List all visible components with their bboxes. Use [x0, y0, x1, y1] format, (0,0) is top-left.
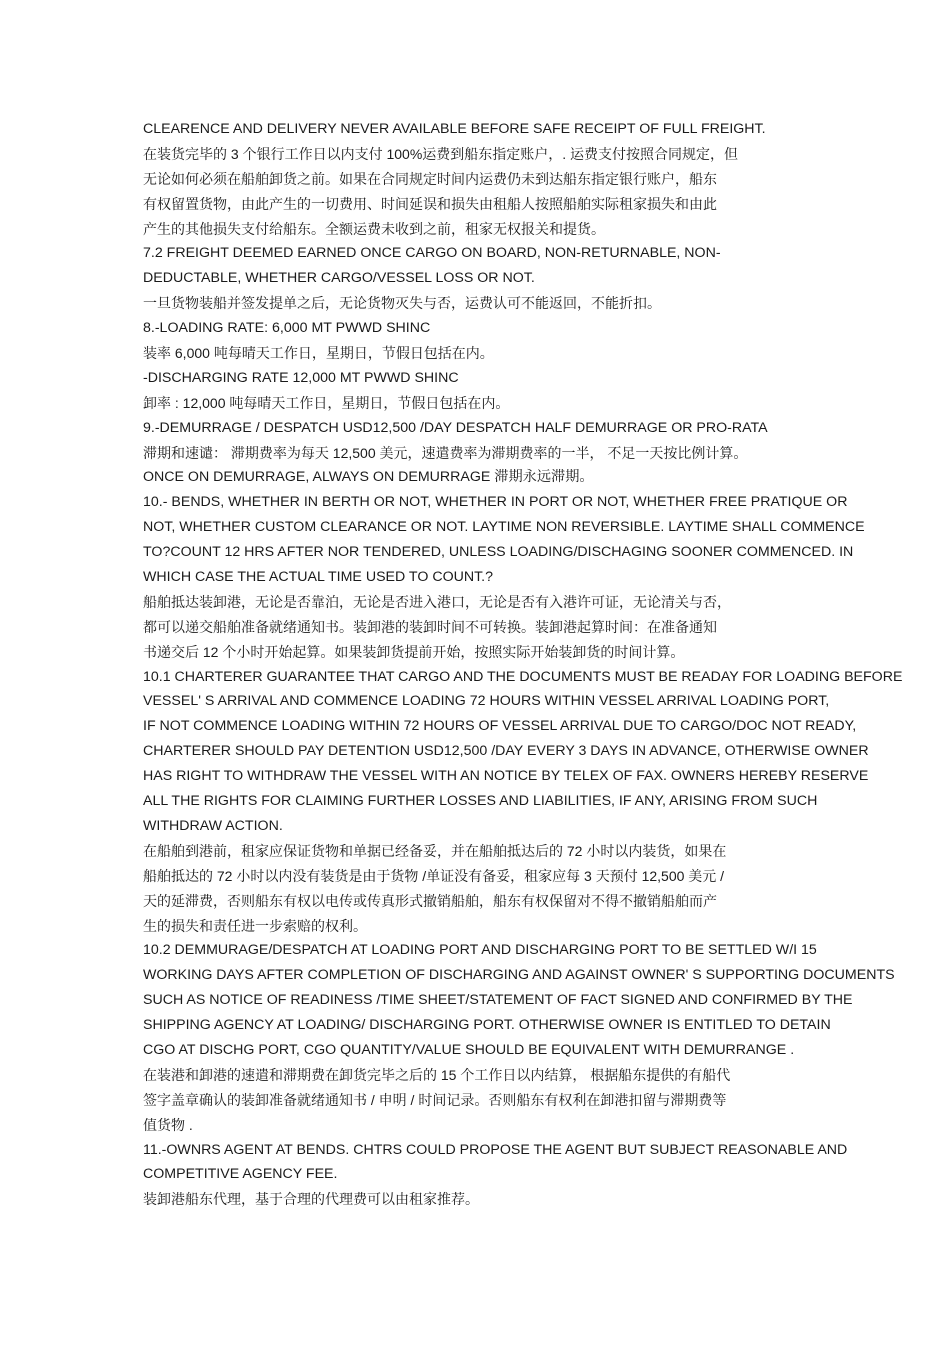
text-line: WITHDRAW ACTION. [143, 817, 283, 834]
text-line: 卸率 : 12,000 吨每晴天工作日，星期日，节假日包括在内。 [143, 394, 510, 411]
text-line: 有权留置货物，由此产生的一切费用、时间延误和损失由租船人按照船舶实际租家损失和由此 [143, 195, 717, 212]
text-line: COMPETITIVE AGENCY FEE. [143, 1166, 338, 1183]
document-body [143, 117, 913, 1212]
text-line: TO?COUNT 12 HRS AFTER NOR TENDERED, UNLESS LOADING/DISCHAGING SOONER COMMENCED. IN [143, 544, 854, 561]
text-line: ALL THE RIGHTS FOR CLAIMING FURTHER LOSSES AND LIABILITIES, IF ANY, ARISING FROM SUCH [143, 793, 818, 810]
text-line: DEDUCTABLE, WHETHER CARGO/VESSEL LOSS OR NOT. [143, 270, 535, 287]
text-line: WHICH CASE THE ACTUAL TIME USED TO COUNT.? [143, 569, 494, 586]
text-line: 装卸港船东代理，基于合理的代理费可以由租家推荐。 [143, 1191, 479, 1208]
text-line: 8.-LOADING RATE: 6,000 MT PWWD SHINC [143, 320, 431, 337]
text-line: WORKING DAYS AFTER COMPLETION OF DISCHARGING AND AGAINST OWNER' S SUPPORTING DOCUMENTS [143, 967, 895, 984]
text-line: 船舶抵达的 72 小时以内没有装货是由于货物 /单证没有备妥，租家应每 3 天预付 12,500 美元 / [143, 867, 725, 884]
text-line: 11.-OWNRS AGENT AT BENDS. CHTRS COULD PROPOSE THE AGENT BUT SUBJECT REASONABLE AND [143, 1141, 848, 1158]
text-line: VESSEL' S ARRIVAL AND COMMENCE LOADING 72 HOURS WITHIN VESSEL ARRIVAL LOADING PORT, [143, 693, 830, 710]
text-line: 签字盖章确认的装卸准备就绪通知书 / 申明 / 时间记录。否则船东有权利在卸港扣留与滞期费等 [143, 1091, 727, 1108]
text-line: 无论如何必须在船舶卸货之前。如果在合同规定时间内运费仍未到达船东指定银行账户，船东 [143, 170, 717, 187]
text-line: 9.-DEMURRAGE / DESPATCH USD12,500 /DAY DESPATCH HALF DEMURRAGE OR PRO-RATA [143, 419, 768, 436]
text-line: 滞期和速谴： 滞期费率为每天 12,500 美元，速遣费率为滞期费率的一半， 不足一天按比例计算。 [143, 444, 748, 461]
text-line: 10.1 CHARTERER GUARANTEE THAT CARGO AND THE DOCUMENTS MUST BE READAY FOR LOADING BEFORE [143, 668, 903, 685]
text-line: 10.2 DEMMURAGE/DESPATCH AT LOADING PORT AND DISCHARGING PORT TO BE SETTLED W/I 15 [143, 942, 817, 959]
text-line: -DISCHARGING RATE 12,000 MT PWWD SHINC [143, 369, 459, 386]
text-line: SHIPPING AGENCY AT LOADING/ DISCHARGING PORT. OTHERWISE OWNER IS ENTITLED TO DETAIN [143, 1017, 831, 1034]
text-line: 都可以递交船舶准备就绪通知书。装卸港的装卸时间不可转换。装卸港起算时间：在准备通知 [143, 618, 717, 635]
text-line: CGO AT DISCHG PORT, CGO QUANTITY/VALUE SHOULD BE EQUIVALENT WITH DEMURRANGE . [143, 1041, 795, 1058]
text-line: 值货物 . [143, 1116, 193, 1133]
text-line: 装率 6,000 吨每晴天工作日，星期日，节假日包括在内。 [143, 345, 494, 362]
text-line: SUCH AS NOTICE OF READINESS /TIME SHEET/STATEMENT OF FACT SIGNED AND CONFIRMED BY THE [143, 992, 853, 1009]
text-line: CLEARENCE AND DELIVERY NEVER AVAILABLE BEFORE SAFE RECEIPT OF FULL FREIGHT. [143, 121, 766, 137]
text-line: 天的延滞费，否则船东有权以电传或传真形式撤销船舶，船东有权保留对不得不撤销船舶而产 [143, 892, 717, 909]
text-line: 在装港和卸港的速遣和滞期费在卸货完毕之后的 15 个工作日以内结算， 根据船东提供的有船代 [143, 1066, 731, 1083]
text-line: HAS RIGHT TO WITHDRAW THE VESSEL WITH AN NOTICE BY TELEX OF FAX. OWNERS HEREBY RESERVE [143, 768, 869, 785]
text-line: 10.- BENDS, WHETHER IN BERTH OR NOT, WHETHER IN PORT OR NOT, WHETHER FREE PRATIQUE OR [143, 494, 848, 511]
text-line: 书递交后 12 个小时开始起算。如果装卸货提前开始，按照实际开始装卸货的时间计算。 [143, 643, 685, 660]
text-line: 产生的其他损失支付给船东。全额运费未收到之前，租家无权报关和提货。 [143, 220, 605, 237]
text-line: 7.2 FREIGHT DEEMED EARNED ONCE CARGO ON BOARD, NON-RETURNABLE, NON- [143, 245, 721, 262]
text-line: NOT, WHETHER CUSTOM CLEARANCE OR NOT. LAYTIME NON REVERSIBLE. LAYTIME SHALL COMMENCE [143, 519, 865, 536]
text-line: 生的损失和责任进一步索赔的权利。 [143, 917, 367, 934]
text-line: ONCE ON DEMURRAGE, ALWAYS ON DEMURRAGE 滞期永远滞期。 [143, 469, 594, 486]
text-line: 一旦货物装船并签发提单之后，无论货物灭失与否，运费认可不能返回，不能折扣。 [143, 295, 661, 312]
text-line: IF NOT COMMENCE LOADING WITHIN 72 HOURS OF VESSEL ARRIVAL DUE TO CARGO/DOC NOT READY, [143, 718, 857, 735]
text-line: 船舶抵达装卸港，无论是否靠泊，无论是否进入港口，无论是否有入港许可证，无论清关与否， [143, 593, 731, 610]
text-line: 在船舶到港前，租家应保证货物和单据已经备妥，并在船舶抵达后的 72 小时以内装货，如果在 [143, 842, 727, 859]
text-line: CHARTERER SHOULD PAY DETENTION USD12,500 /DAY EVERY 3 DAYS IN ADVANCE, OTHERWISE OWNER [143, 743, 869, 760]
text-line: 在装货完毕的 3 个银行工作日以内支付 100%运费到船东指定账户，. 运费支付按照合同规定，但 [143, 145, 739, 162]
